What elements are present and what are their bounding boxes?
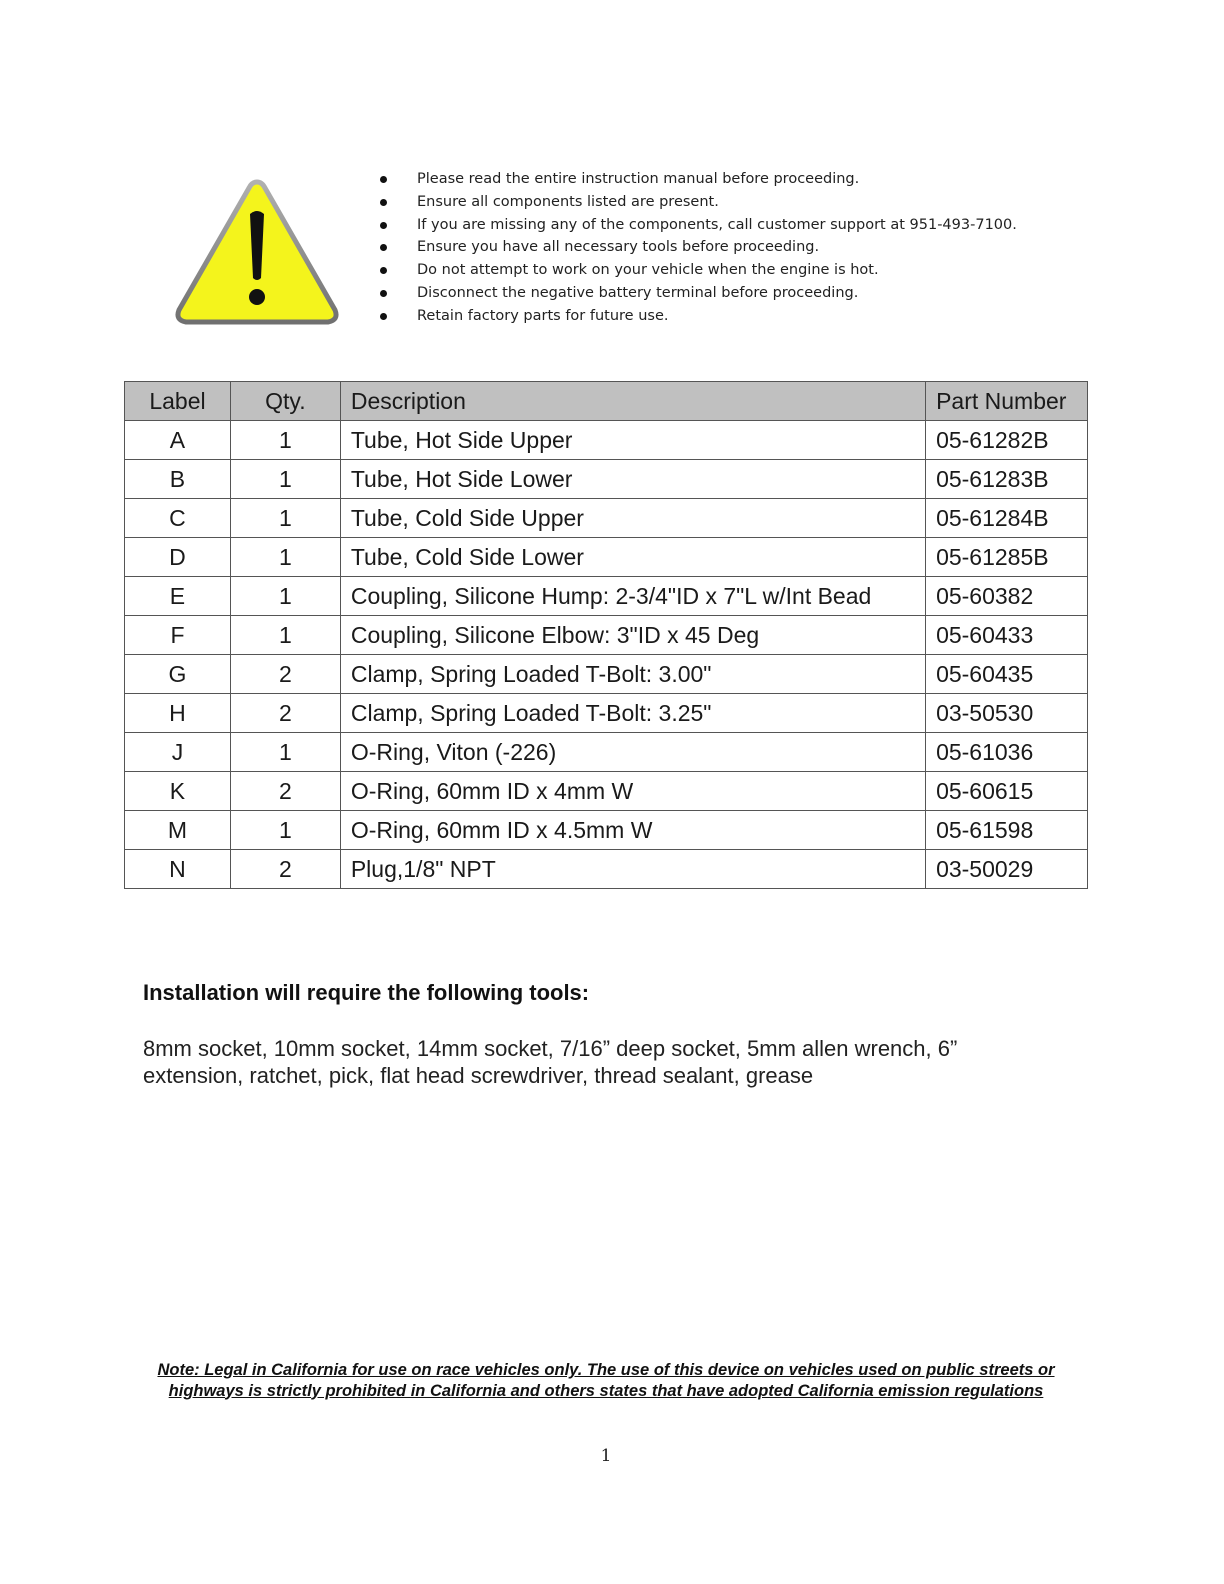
tools-list: 8mm socket, 10mm socket, 14mm socket, 7/16” deep socket, 5mm allen wrench, 6” extension, ratchet, pick, flat head screwdriver, thread sealant, grease [143, 1036, 958, 1088]
cell-part-number: 05-61283B [926, 460, 1088, 499]
cell-description: Clamp, Spring Loaded T-Bolt: 3.25" [340, 694, 925, 733]
tools-heading: Installation will require the following tools: [143, 980, 590, 1005]
table-row [125, 772, 1088, 811]
checklist-item [380, 168, 1017, 191]
legal-note: Note: Legal in California for use on race vehicles only. The use of this device on vehicles used on public streets or highways is strictly prohibited in California and others states that have adopted California emission regulations [157, 1361, 1055, 1400]
parts-table [124, 381, 1088, 889]
cell-part-number: 05-60615 [926, 772, 1088, 811]
cell-part-number: 05-61284B [926, 499, 1088, 538]
checklist-item [380, 214, 1017, 237]
table-row [125, 616, 1088, 655]
checklist-item-text: Retain factory parts for future use. [417, 307, 669, 324]
cell-label: K [125, 772, 231, 811]
cell-description: Coupling, Silicone Hump: 2-3/4"ID x 7"L w/Int Bead [340, 577, 925, 616]
cell-label: C [125, 499, 231, 538]
cell-description: Plug,1/8" NPT [340, 850, 925, 889]
cell-qty: 2 [230, 655, 340, 694]
bullet-icon [380, 176, 387, 183]
bullet-icon [380, 267, 387, 274]
table-header-row [125, 382, 1088, 421]
cell-part-number: 05-60435 [926, 655, 1088, 694]
table-row [125, 850, 1088, 889]
cell-part-number: 05-60433 [926, 616, 1088, 655]
cell-description: Tube, Cold Side Lower [340, 538, 925, 577]
cell-qty: 1 [230, 538, 340, 577]
cell-part-number: 05-61282B [926, 421, 1088, 460]
warning-triangle-icon [174, 178, 340, 326]
cell-description: Tube, Hot Side Lower [340, 460, 925, 499]
checklist-item-text: Please read the entire instruction manual before proceeding. [417, 171, 860, 187]
cell-part-number: 03-50530 [926, 694, 1088, 733]
table-row [125, 538, 1088, 577]
cell-qty: 1 [230, 616, 340, 655]
cell-qty: 2 [230, 694, 340, 733]
cell-label: E [125, 577, 231, 616]
cell-label: D [125, 538, 231, 577]
header-part-number: Part Number [926, 382, 1088, 421]
cell-part-number: 03-50029 [926, 850, 1088, 889]
checklist-item-text: Ensure all components listed are present. [417, 193, 719, 210]
cell-label: F [125, 616, 231, 655]
checklist-item-text: Disconnect the negative battery terminal before proceeding. [417, 284, 859, 301]
cell-label: J [125, 733, 231, 772]
cell-description: O-Ring, 60mm ID x 4.5mm W [340, 811, 925, 850]
header-label: Label [125, 382, 231, 421]
cell-label: H [125, 694, 231, 733]
cell-label: M [125, 811, 231, 850]
cell-description: Clamp, Spring Loaded T-Bolt: 3.00" [340, 655, 925, 694]
table-row [125, 655, 1088, 694]
table-row [125, 733, 1088, 772]
header-qty: Qty. [230, 382, 340, 421]
table-row [125, 577, 1088, 616]
cell-description: Tube, Hot Side Upper [340, 421, 925, 460]
cell-label: B [125, 460, 231, 499]
cell-qty: 1 [230, 421, 340, 460]
cell-part-number: 05-61036 [926, 733, 1088, 772]
header-description: Description [340, 382, 925, 421]
cell-part-number: 05-61285B [926, 538, 1088, 577]
bullet-icon [380, 199, 387, 206]
cell-description: Coupling, Silicone Elbow: 3"ID x 45 Deg [340, 616, 925, 655]
checklist-item [380, 191, 1017, 214]
cell-part-number: 05-60382 [926, 577, 1088, 616]
cell-qty: 1 [230, 733, 340, 772]
cell-label: N [125, 850, 231, 889]
bullet-icon [380, 244, 387, 251]
checklist-item [380, 259, 1017, 282]
checklist-item-text: If you are missing any of the components, call customer support at 951-493-7100. [417, 216, 1017, 233]
bullet-icon [380, 313, 387, 320]
cell-label: G [125, 655, 231, 694]
cell-qty: 1 [230, 811, 340, 850]
cell-description: Tube, Cold Side Upper [340, 499, 925, 538]
bullet-icon [380, 290, 387, 297]
cell-description: O-Ring, 60mm ID x 4mm W [340, 772, 925, 811]
cell-description: O-Ring, Viton (-226) [340, 733, 925, 772]
checklist-item [380, 236, 1017, 259]
table-row [125, 421, 1088, 460]
page-number: 1 [600, 1446, 612, 1466]
table-row [125, 460, 1088, 499]
table-row [125, 811, 1088, 850]
cell-qty: 1 [230, 460, 340, 499]
checklist-item [380, 282, 1017, 305]
checklist-item-text: Ensure you have all necessary tools before proceeding. [417, 239, 820, 256]
checklist-item-text: Do not attempt to work on your vehicle when the engine is hot. [417, 262, 879, 279]
cell-label: A [125, 421, 231, 460]
cell-qty: 2 [230, 850, 340, 889]
table-row [125, 499, 1088, 538]
cell-qty: 1 [230, 577, 340, 616]
cell-part-number: 05-61598 [926, 811, 1088, 850]
bullet-icon [380, 222, 387, 229]
cell-qty: 2 [230, 772, 340, 811]
safety-checklist [380, 168, 1017, 328]
table-row [125, 694, 1088, 733]
cell-qty: 1 [230, 499, 340, 538]
checklist-item [380, 305, 1017, 328]
